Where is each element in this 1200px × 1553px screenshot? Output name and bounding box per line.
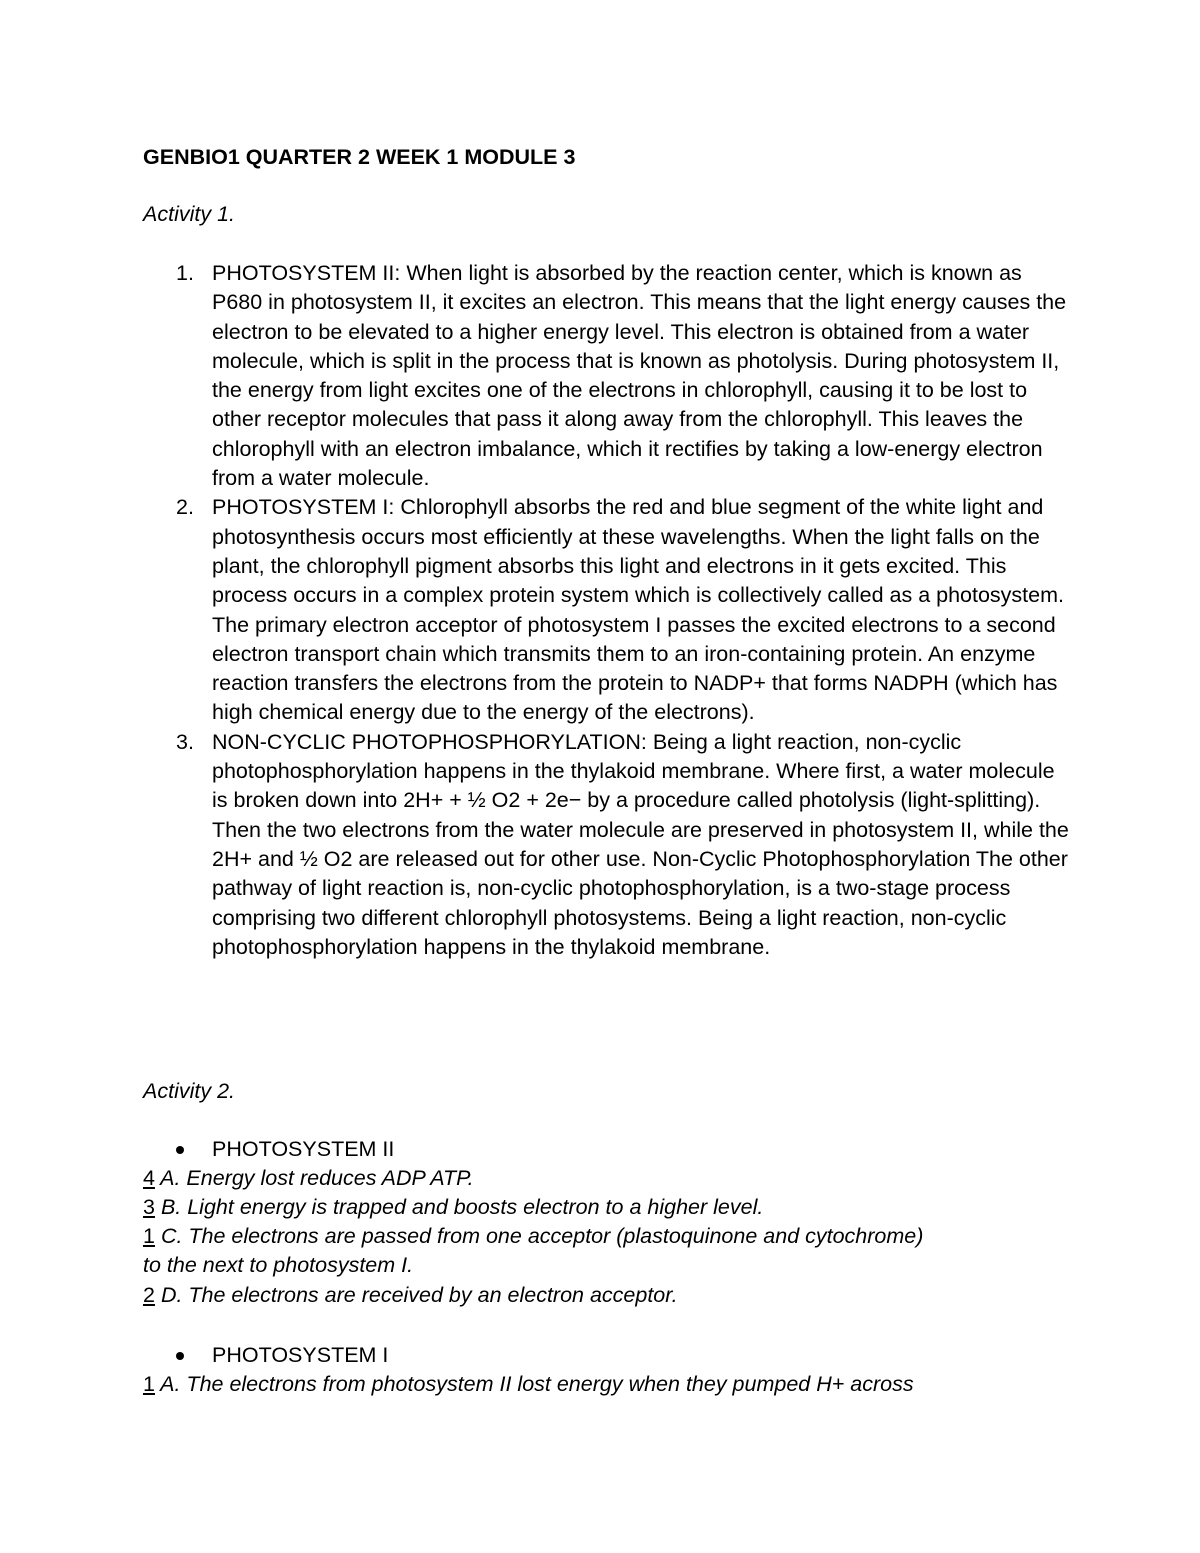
- answer-line: [143, 1193, 763, 1222]
- list-item-text: PHOTOSYSTEM I: Chlorophyll absorbs the red and blue segment of the white light and photosynthesis occurs most efficiently at these wavelengths. When the light falls on the plant, the chlorophyll pigment absorbs this light and electrons in it gets excited. This process occurs in a complex protein system which is collectively called as a photosystem. The primary electron acceptor of photosystem I passes the excited electrons to a second electron transport chain which transmits them to an iron-containing protein. An enzyme reaction transfers the electrons from the protein to NADP+ that forms NADPH (which has high chemical energy due to the energy of the electrons).: [212, 495, 1064, 725]
- answer-text: C. The electrons are passed from one acceptor (plastoquinone and cytochrome): [154, 1224, 924, 1248]
- list-item: [143, 493, 1073, 727]
- document-title: GENBIO1 QUARTER 2 WEEK 1 MODULE 3: [143, 145, 576, 169]
- bullet-label: PHOTOSYSTEM I: [212, 1343, 389, 1367]
- answer-number: 2: [143, 1283, 155, 1307]
- answer-number: 1: [143, 1224, 155, 1248]
- list-item: [143, 259, 1073, 493]
- activity-2-heading: Activity 2.: [143, 1079, 235, 1103]
- answer-line: [143, 1222, 923, 1251]
- list-item-number: 3.: [176, 729, 194, 754]
- answer-number: 3: [143, 1195, 155, 1219]
- list-item-number: 1.: [176, 261, 194, 285]
- answer-number: 4: [143, 1166, 155, 1190]
- answer-line: [143, 1370, 914, 1399]
- bullet-icon: [176, 1146, 184, 1154]
- answer-line: [143, 1164, 474, 1193]
- answer-number: 1: [143, 1372, 155, 1396]
- activity-1-list: [143, 259, 1073, 962]
- answer-text: A. Energy lost reduces ADP ATP.: [154, 1166, 474, 1190]
- bullet-icon: [176, 1352, 184, 1360]
- activity-1-heading: Activity 1.: [143, 202, 235, 226]
- bullet-label: PHOTOSYSTEM II: [212, 1137, 395, 1161]
- list-item-text: PHOTOSYSTEM II: When light is absorbed by the reaction center, which is known as P680 in photosystem II, it excites an electron. This means that the light energy causes the electron to be elevated to a higher energy level. This electron is obtained from a water molecule, which is split in the process that is known as photolysis. During photosystem II, the energy from light excites one of the electrons in chlorophyll, causing it to be lost to other receptor molecules that pass it along away from the chlorophyll. This leaves the chlorophyll with an electron imbalance, which it rectifies by taking a low-energy electron from a water molecule.: [212, 261, 1067, 491]
- answer-text: B. Light energy is trapped and boosts electron to a higher level.: [154, 1195, 764, 1219]
- list-item: [143, 728, 1073, 962]
- answer-text: D. The electrons are received by an electron acceptor.: [154, 1283, 678, 1307]
- list-item-number: 2.: [176, 495, 194, 520]
- answer-continuation: to the next to photosystem I.: [143, 1253, 414, 1277]
- answer-line: [143, 1281, 678, 1310]
- answer-text: A. The electrons from photosystem II lost energy when they pumped H+ across: [154, 1372, 914, 1396]
- list-item-text: NON-CYCLIC PHOTOPHOSPHORYLATION: Being a light reaction, non-cyclic photophosphorylation happens in the thylakoid membrane. Where first, a water molecule is broken down into 2H+ + ½ O2 + 2e− by a procedure called photolysis (light-splitting). Then the two electrons from the water molecule are preserved in photosystem II, while the 2H+ and ½ O2 are released out for other use. Non-Cyclic Photophosphorylation The other pathway of light reaction is, non-cyclic photophosphorylation, is a two-stage process comprising two different chlorophyll photosystems. Being a light reaction, non-cyclic photophosphorylation happens in the thylakoid membrane.: [212, 729, 1069, 959]
